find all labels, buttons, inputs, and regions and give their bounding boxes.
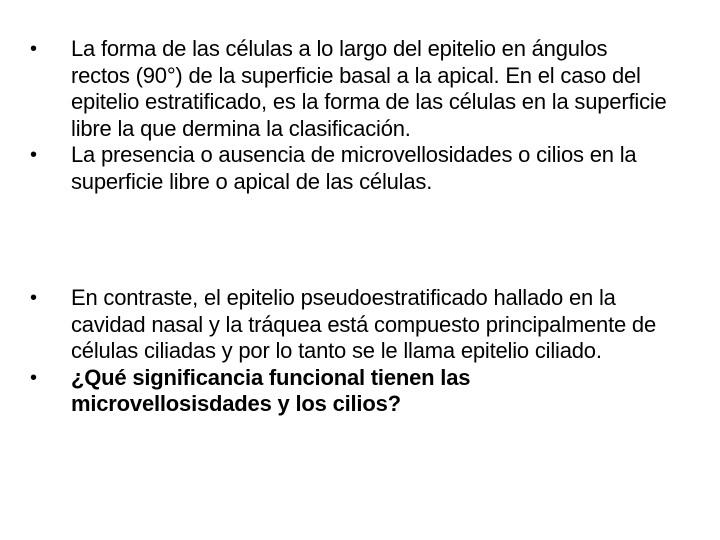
bullet-text: La forma de las células a lo largo del epitelio en ángulos rectos (90°) de la superficie basal a la apical. En el caso del epitelio estratificado, es la forma de las células en la superficie libre la que dermina la clasificación. — [71, 36, 667, 141]
bullet-item — [30, 285, 670, 365]
bullet-item — [30, 36, 670, 142]
bullet-text: En contraste, el epitelio pseudoestratificado hallado en la cavidad nasal y la tráquea está compuesto principalmente de células ciliadas y por lo tanto se le llama epitelio ciliado. — [71, 285, 657, 363]
bullet-list-2 — [30, 285, 670, 418]
bullet-dot-icon: • — [30, 144, 37, 166]
question-text: ¿Qué significancia funcional tienen las microvellosisdades y los cilios? — [71, 364, 471, 416]
bullet-item — [30, 365, 670, 418]
bullet-item — [30, 142, 670, 195]
bullet-list-1 — [30, 36, 670, 195]
bullet-dot-icon: • — [30, 38, 37, 60]
bullet-dot-icon: • — [30, 366, 37, 389]
bullet-dot-icon: • — [30, 287, 37, 309]
bullet-text: La presencia o ausencia de microvellosidades o cilios en la superficie libre o apical de las células. — [71, 142, 637, 194]
